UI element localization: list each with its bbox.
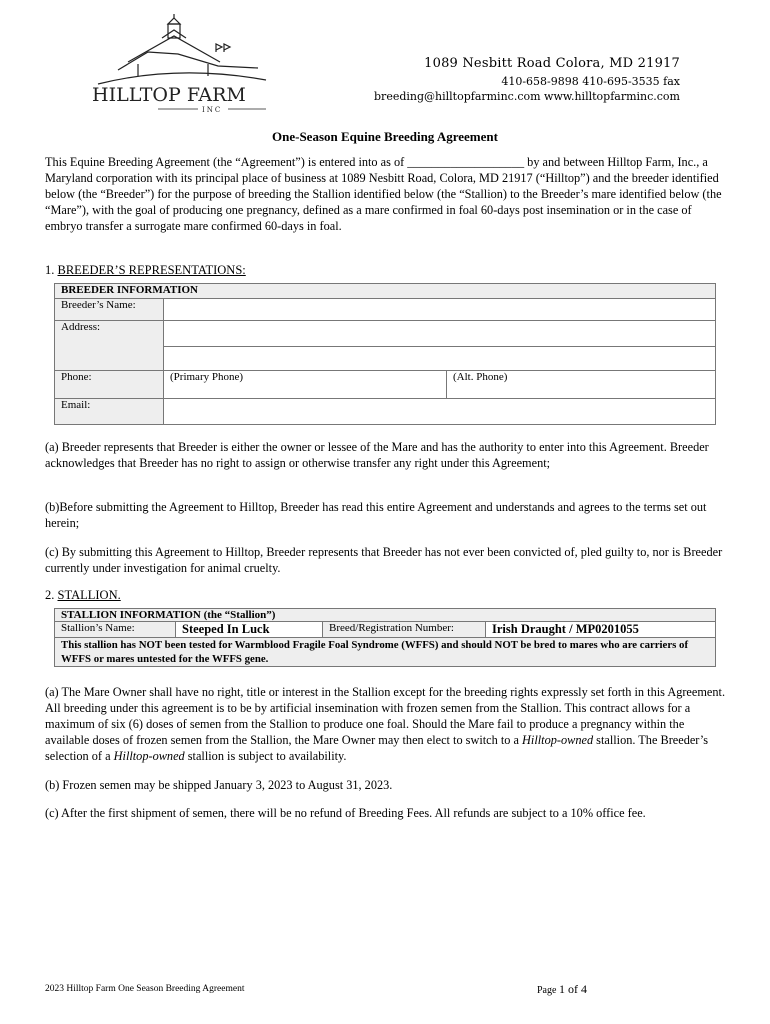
breeder-name-field[interactable] [164, 299, 716, 321]
farm-phones: 410-658-9898 410-695-3535 fax [501, 75, 680, 88]
section-2-title: STALLION. [57, 588, 121, 602]
hilltop-farm-logo [88, 14, 268, 114]
registration-label: Breed/Registration Number: [323, 622, 486, 638]
contact-block [374, 56, 680, 103]
section-1-heading [45, 263, 246, 278]
section-1-number: 1. [45, 263, 55, 277]
section-2-number: 2. [45, 588, 55, 602]
breeder-rep-b: (b)Before submitting the Agreement to Hilltop, Breeder has read this entire Agreement and understands and agrees to the terms set out herein; [45, 500, 707, 530]
stallion-name-value: Steeped In Luck [176, 622, 323, 638]
phone-label: Phone: [55, 371, 164, 399]
address-field-line-2[interactable] [164, 347, 716, 371]
stallion-info-table [54, 608, 716, 667]
email-label: Email: [55, 399, 164, 425]
breeder-info-table [54, 283, 716, 425]
email-field[interactable] [164, 399, 716, 425]
farm-address: 1089 Nesbitt Road Colora, MD 21917 [424, 56, 680, 71]
stallion-name-label: Stallion’s Name: [55, 622, 176, 638]
logo-text: HILLTOP FARM [92, 84, 246, 106]
section-2-heading [45, 588, 121, 603]
stallion-clause-a: (a) The Mare Owner shall have no right, title or interest in the Stallion except for the breeding rights expressly set forth in this Agreement. All breeding under this agreement is to be by artificial insemination with frozen semen from the Stallion. This contract allows for a maximum of six (6) doses of semen from the Stallion to produce one foal. Should the Mare fail to produce a pregnancy within the available doses of frozen semen from the Stallion, the Mare Owner may then elect to switch to a Hilltop-owned stallion. The Breeder’s selection of a Hilltop-owned stallion is subject to availability. [45, 685, 726, 763]
farm-email-web: breeding@hilltopfarminc.com www.hilltopfarminc.com [374, 90, 680, 103]
wffs-warning: This stallion has NOT been tested for Warmblood Fragile Foal Syndrome (WFFS) and should NOT be bred to mares who are carriers of WFFS or mares untested for the WFFS gene. [55, 638, 716, 667]
registration-value: Irish Draught / MP0201055 [486, 622, 716, 638]
address-label: Address: [55, 321, 164, 371]
alt-phone-field[interactable]: (Alt. Phone) [447, 371, 716, 399]
logo-subtext: INC [202, 106, 223, 114]
footer-document-name: 2023 Hilltop Farm One Season Breeding Agreement [45, 984, 245, 994]
stallion-clause-c: (c) After the first shipment of semen, there will be no refund of Breeding Fees. All refunds are subject to a 10% office fee. [45, 806, 646, 820]
intro-paragraph: This Equine Breeding Agreement (the “Agreement”) is entered into as of ___________________ by and between Hilltop Farm, Inc., a Maryland corporation with its principal place of business at 1089 Nesbitt Road, Colora, MD 21917 (“Hilltop”) and the breeder identified below (the “Breeder”) for the purpose of breeding the Stallion identified below (the “Stallion) to the Breeder’s mare identified below (the “Mare”), with the goal of producing one pregnancy, defined as a mare confirmed in foal 60-days post insemination or in the case of embryo transfer a surrogate mare confirmed 60-days in foal. [45, 155, 722, 233]
breeder-table-header: BREEDER INFORMATION [55, 284, 716, 299]
section-1-title: BREEDER’S REPRESENTATIONS: [57, 263, 246, 277]
breeder-rep-c: (c) By submitting this Agreement to Hilltop, Breeder represents that Breeder has not ever been convicted of, pled guilty to, nor is Breeder currently under investigation for animal cruelty. [45, 545, 723, 575]
document-title: One-Season Equine Breeding Agreement [272, 129, 498, 144]
address-field-line-1[interactable] [164, 321, 716, 347]
footer-page-number: Page 1 of 4 [537, 982, 587, 996]
primary-phone-field[interactable]: (Primary Phone) [164, 371, 447, 399]
breeder-rep-a: (a) Breeder represents that Breeder is either the owner or lessee of the Mare and has the authority to enter into this Agreement. Breeder acknowledges that Breeder has no right to assign or otherwise transfer any right under this Agreement; [45, 440, 709, 470]
stallion-table-header: STALLION INFORMATION (the “Stallion”) [55, 609, 716, 622]
stallion-clause-b: (b) Frozen semen may be shipped January 3, 2023 to August 31, 2023. [45, 778, 393, 792]
breeder-name-label: Breeder’s Name: [55, 299, 164, 321]
